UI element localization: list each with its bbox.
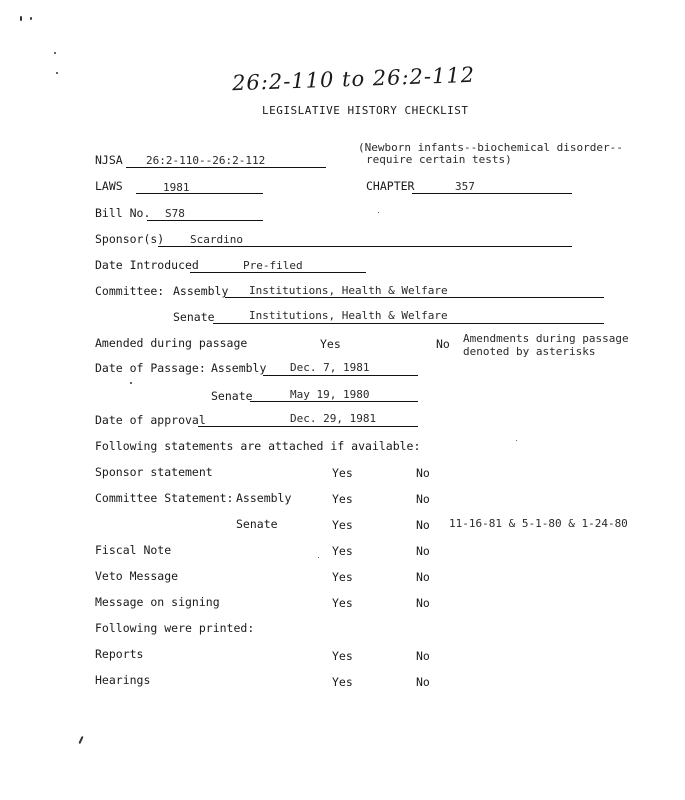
committee-statement-senate-dates: 11-16-81 & 5-1-80 & 1-24-80: [449, 517, 628, 530]
scan-speck: [56, 72, 58, 74]
sponsor-statement-yes: Yes: [332, 466, 353, 480]
hearings-label: Hearings: [95, 673, 151, 687]
reports-yes: Yes: [332, 649, 353, 663]
scan-speck: [318, 557, 319, 558]
passage-senate-underline: [250, 401, 418, 402]
date-introduced-label: Date Introduced: [95, 258, 199, 272]
veto-message-label: Veto Message: [95, 569, 179, 583]
committee-statement-senate-yes: Yes: [332, 518, 353, 532]
approval-label: Date of approval: [95, 413, 206, 427]
passage-assembly-value: Dec. 7, 1981: [290, 361, 370, 374]
printed-heading: Following were printed:: [95, 621, 255, 635]
sponsor-statement-label: Sponsor statement: [95, 465, 213, 479]
committee-statement-assembly-label: Assembly: [236, 491, 292, 505]
njsa-label: NJSA: [95, 153, 123, 167]
reports-label: Reports: [95, 647, 144, 661]
bill-value: S78: [165, 207, 185, 220]
scan-speck: [378, 212, 379, 213]
fiscal-note-label: Fiscal Note: [95, 543, 172, 557]
date-introduced-value: Pre-filed: [243, 259, 303, 272]
subject-note-line1: (Newborn infants--biochemical disorder--: [358, 141, 623, 154]
hearings-no: No: [416, 675, 430, 689]
message-on-signing-label: Message on signing: [95, 595, 220, 609]
laws-value: 1981: [163, 181, 190, 194]
veto-message-no: No: [416, 570, 430, 584]
sponsor-underline: [158, 246, 572, 247]
scan-speck: [516, 440, 517, 441]
sponsor-label: Sponsor(s): [95, 232, 165, 246]
amended-label: Amended during passage: [95, 336, 248, 350]
passage-assembly-label: Assembly: [211, 361, 267, 375]
passage-assembly-underline: [263, 375, 418, 376]
veto-message-yes: Yes: [332, 570, 353, 584]
njsa-value: 26:2-110--26:2-112: [146, 154, 266, 167]
committee-statement-assembly-no: No: [416, 492, 430, 506]
scan-speck: [30, 17, 32, 20]
scan-speck: [20, 16, 22, 21]
sponsor-statement-no: No: [416, 466, 430, 480]
committee-assembly-label: Assembly: [173, 284, 229, 298]
sponsor-value: Scardino: [190, 233, 243, 246]
laws-label: LAWS: [95, 179, 123, 193]
statements-heading: Following statements are attached if available:: [95, 439, 421, 453]
amended-note-line1: Amendments during passage: [463, 332, 629, 345]
committee-statement-senate-label: Senate: [236, 517, 278, 531]
committee-senate-label: Senate: [173, 310, 215, 324]
chapter-label: CHAPTER: [366, 179, 415, 193]
scan-speck: [54, 52, 56, 54]
committee-assembly-underline: [225, 297, 604, 298]
message-on-signing-no: No: [416, 596, 430, 610]
hearings-yes: Yes: [332, 675, 353, 689]
handwritten-statute-range: 26:2-110 to 26:2-112: [231, 62, 476, 96]
amended-no: No: [436, 337, 450, 351]
amended-note-line2: denoted by asterisks: [463, 345, 596, 358]
chapter-underline: [412, 193, 572, 194]
committee-statement-label: Committee Statement:: [95, 491, 234, 505]
approval-underline: [198, 426, 418, 427]
amended-yes: Yes: [320, 337, 341, 351]
message-on-signing-yes: Yes: [332, 596, 353, 610]
laws-underline: [136, 193, 263, 194]
committee-assembly-value: Institutions, Health & Welfare: [249, 284, 448, 297]
bill-label: Bill No.: [95, 206, 151, 220]
scan-speck: [130, 382, 132, 384]
committee-statement-assembly-yes: Yes: [332, 492, 353, 506]
fiscal-note-no: No: [416, 544, 430, 558]
fiscal-note-yes: Yes: [332, 544, 353, 558]
bill-underline: [147, 220, 263, 221]
page-title: LEGISLATIVE HISTORY CHECKLIST: [262, 104, 469, 117]
committee-senate-value: Institutions, Health & Welfare: [249, 309, 448, 322]
passage-senate-label: Senate: [211, 389, 253, 403]
reports-no: No: [416, 649, 430, 663]
passage-label: Date of Passage:: [95, 361, 206, 375]
committee-label: Committee:: [95, 284, 165, 298]
approval-value: Dec. 29, 1981: [290, 412, 377, 425]
chapter-value: 357: [455, 180, 475, 193]
scan-speck: [78, 736, 83, 744]
passage-senate-value: May 19, 1980: [290, 388, 370, 401]
njsa-underline: [126, 167, 326, 168]
committee-senate-underline: [213, 323, 604, 324]
date-introduced-underline: [190, 272, 366, 273]
subject-note-line2: require certain tests): [366, 153, 512, 166]
committee-statement-senate-no: No: [416, 518, 430, 532]
